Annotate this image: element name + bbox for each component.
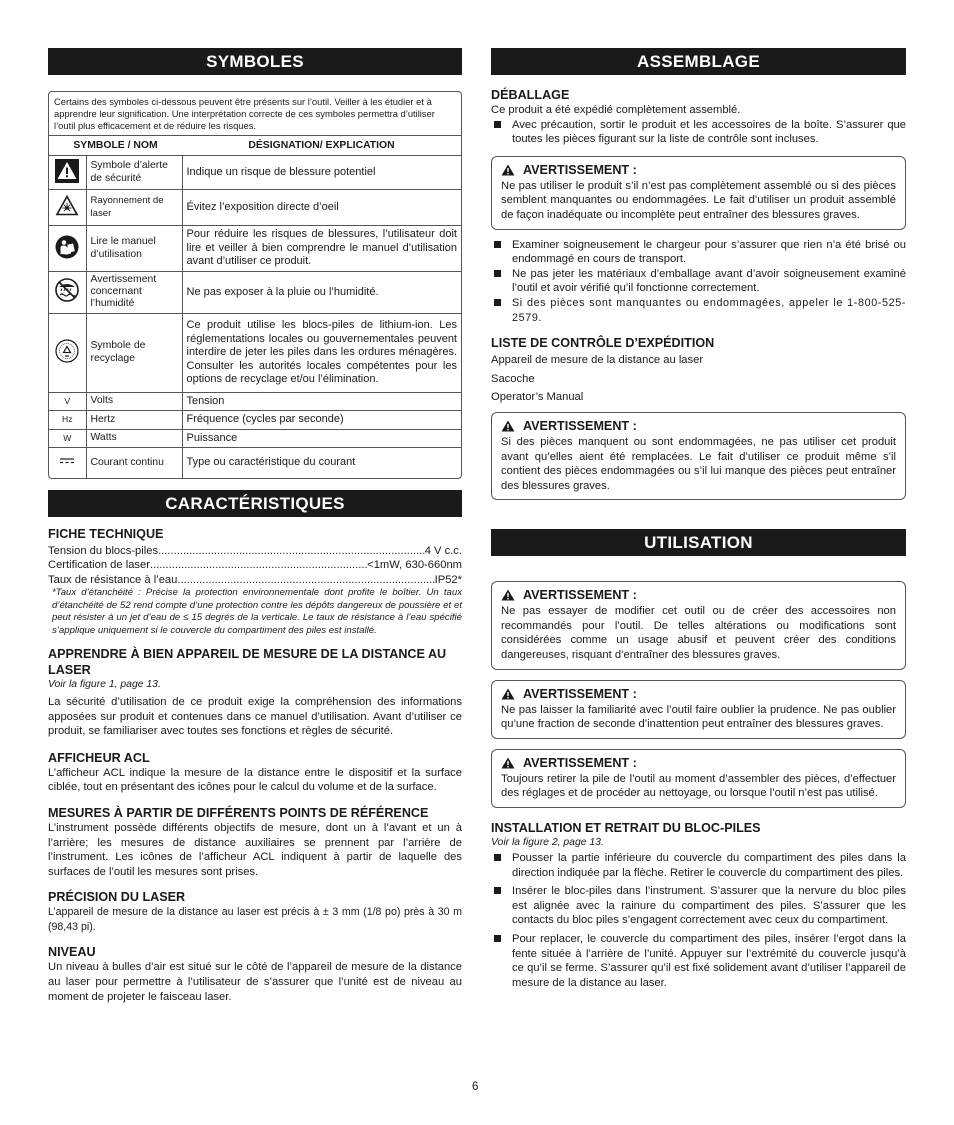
apprendre-heading: APPRENDRE À BIEN APPAREIL DE MESURE DE LA DISTANCE AU LASER xyxy=(48,646,447,677)
symbol-name: Hertz xyxy=(86,411,182,429)
list-item: Ne pas jeter les matériaux d’emballage avant d’avoir soigneusement examiné l’outil et avoir vérifié qu’il fonctionne correctement. xyxy=(491,267,906,296)
liste-heading: LISTE DE CONTRÔLE D’EXPÉDITION xyxy=(491,336,715,351)
symbol-name: Watts xyxy=(86,429,182,447)
warning-triangle-icon xyxy=(501,757,515,769)
apprendre-text: La sécurité d’utilisation de ce produit exige la compréhension des informations apposées sur produit et contenues dans ce manuel d’utilisation. Avant d’utiliser ce produit, se familiariser avec toutes ses fonctions et règles de sécurité. xyxy=(48,695,462,738)
check-bullets xyxy=(491,238,906,326)
watts-abbr: W xyxy=(49,429,86,447)
table-row xyxy=(49,448,461,478)
right-column xyxy=(491,48,906,990)
symbol-desc: Puissance xyxy=(182,429,461,447)
symbol-name: Rayonnement de laser xyxy=(86,190,182,226)
mesures-heading: MESURES À PARTIR DE DIFFÉRENTS POINTS DE RÉFÉRENCE xyxy=(48,805,429,820)
installation-bullets xyxy=(491,851,906,990)
deballage-text: Ce produit a été expédié complètement assemblé. xyxy=(491,104,741,116)
symbol-desc: Évitez l’exposition directe d’oeil xyxy=(182,190,461,226)
deballage-heading: DÉBALLAGE xyxy=(491,88,570,102)
symbol-desc: Ne pas exposer à la pluie ou l’humidité. xyxy=(182,271,461,313)
afficheur-heading: AFFICHEUR ACL xyxy=(48,750,150,765)
direct-current-icon xyxy=(49,448,86,478)
symbols-table xyxy=(49,135,461,477)
assemblage-banner: ASSEMBLAGE xyxy=(491,48,906,75)
spec-line: Tension du blocs-piles ..... 4 V c.c. xyxy=(48,544,462,559)
symbol-name: Symbole de recyclage xyxy=(86,313,182,392)
fiche-technique-heading: FICHE TECHNIQUE xyxy=(48,526,164,541)
liste-item: Operator’s Manual xyxy=(491,391,584,404)
warning-label: AVERTISSEMENT : xyxy=(523,686,637,701)
warning-label: AVERTISSEMENT : xyxy=(523,755,637,770)
spec-line: Certification de laser ..... <1mW, 630-660nm xyxy=(48,558,462,573)
bullet-square xyxy=(494,121,501,128)
list-item: Avec précaution, sortir le produit et les accessoires de la boîte. S’assurer que toutes les pièces figurant sur la liste de contrôle sont incluses. xyxy=(491,118,906,147)
liste-item: Appareil de mesure de la distance au laser xyxy=(491,354,704,367)
symbol-desc: Tension xyxy=(182,392,461,410)
read-manual-icon xyxy=(49,226,86,271)
afficheur-text: L’afficheur ACL indique la mesure de la distance entre le dispositif et la surface ciblée, tout en présentant des icônes pour le calcul du volume et de la surface. xyxy=(48,766,462,794)
symbol-desc: Ce produit utilise les blocs-piles de lithium-ion. Les réglementations locales ou gouvernementales peuvent interdire de jeter les piles dans les ordures ménagères. Consulter les autorités locales compétentes pour les options de recyclage et/ou l’élimination. xyxy=(182,313,461,392)
warning-triangle-icon xyxy=(501,420,515,432)
niveau-heading: NIVEAU xyxy=(48,945,96,960)
recycle-seal-icon xyxy=(49,313,86,392)
header-designation: DÉSIGNATION/ EXPLICATION xyxy=(182,136,461,156)
table-row xyxy=(49,411,461,429)
symbol-name: Avertissement concernant l’humidité xyxy=(86,271,182,313)
symbol-desc: Fréquence (cycles par seconde) xyxy=(182,411,461,429)
warning-text: Toujours retirer la pile de l’outil au moment d’assembler des pièces, d’effectuer des réglages et de procéder au nettoyage, ou lorsque l’outil n’est pas utilisé. xyxy=(501,772,896,800)
warning-box xyxy=(491,749,906,808)
symbol-desc: Type ou caractéristique du courant xyxy=(182,448,461,478)
installation-heading: INSTALLATION ET RETRAIT DU BLOC-PILES xyxy=(491,821,761,836)
page-number: 6 xyxy=(472,1081,479,1093)
wet-conditions-icon xyxy=(49,271,86,313)
warning-text: Ne pas essayer de modifier cet outil ou de créer des accessoires non recommandés pour l’outil. De telles altérations ou modifications sont considérées comme un usage abusif et peuvent créer des conditions dangereuses, risquant d’entraîner des blessures graves. xyxy=(501,605,896,662)
symbols-box xyxy=(48,91,462,479)
mesures-text: L’instrument possède différents objectifs de mesure, dont un à l’avant et un à l’arrière; les mesures de distance auxiliaires se prennent par l’arrière de l’instrument. Les icônes de l’afficheur ACL indiquent à partir de laquelle des surfaces de l’outil les mesures sont prises. xyxy=(48,821,462,878)
spec-footnote: *Taux d’étanchéité : Précise la protection environnementale dont profite le boîtier. Un taux d’étanchéité de 52 rend compte d’une protection contre les dépôts dangereux de poussière et et peut résister à un jet d’eau de ≤ 15 degrés de la verticale. Le taux de résistance à l’eau spécifié s’applique uniquement si le couvercle du compartiment des piles est installé. xyxy=(52,587,462,636)
left-column xyxy=(48,48,462,1004)
laser-radiation-icon xyxy=(49,190,86,226)
list-item: Insérer le bloc-piles dans l’instrument. S’assurer que la nervure du bloc piles est alignée avec la rainure du compartiment des piles. S’assurer que les contacts du bloc piles s’engagent correctement avec ceux du compartiment. xyxy=(491,884,906,928)
caracteristiques-banner: CARACTÉRISTIQUES xyxy=(48,490,462,517)
table-row xyxy=(49,226,461,271)
safety-alert-icon xyxy=(49,156,86,190)
warning-text: Ne pas utiliser le produit s’il n’est pas complètement assemblé ou si des pièces semblent manquantes ou endommagées. Le fait d’utiliser un produit assemblé de façon inadéquate ou incomplète peut entraîner des blessures graves. xyxy=(501,179,896,221)
liste-item: Sacoche xyxy=(491,372,535,385)
installation-figure-ref: Voir la figure 2, page 13. xyxy=(491,837,604,849)
spec-line: Taux de résistance à l’eau ..... IP52* xyxy=(48,573,462,588)
apprendre-figure-ref: Voir la figure 1, page 13. xyxy=(48,678,161,690)
table-row xyxy=(49,156,461,190)
warning-triangle-icon xyxy=(501,688,515,700)
niveau-text: Un niveau à bulles d’air est situé sur le côté de l’appareil de mesure de la distance au laser pour permettre à l’utilisateur de s’assurer que l’unité est de niveau au moment de projeter le faisceau laser. xyxy=(48,961,462,1003)
list-item: Pousser la partie inférieure du couvercle du compartiment des piles dans la direction indiquée par la flèche. Retirer le couvercle du compartiment des piles. xyxy=(491,851,906,880)
symbol-desc: Pour réduire les risques de blessures, l’utilisateur doit lire et veiller à bien comprendre le manuel d’utilisation avant d’utiliser ce produit. xyxy=(182,226,461,271)
warning-label: AVERTISSEMENT : xyxy=(523,418,637,433)
table-row xyxy=(49,271,461,313)
symbol-name: Courant continu xyxy=(86,448,182,478)
table-row xyxy=(49,392,461,410)
symbols-intro: Certains des symboles ci-dessous peuvent être présents sur l’outil. Veiller à les étudier et à apprendre leur signification. Une interprétation correcte de ces symboles permettra d’utiliser l’outil plus efficacement et de réduire les risques. xyxy=(54,96,435,131)
list-item: Si des pièces sont manquantes ou endommagées, appeler le 1-800-525-2579. xyxy=(491,296,906,325)
symbol-name: Symbole d’alerte de sécurité xyxy=(86,156,182,190)
precision-text: L’appareil de mesure de la distance au laser est précis à ± 3 mm (1/8 po) près à 30 m (98,43 pi). xyxy=(48,906,462,933)
warning-label: AVERTISSEMENT : xyxy=(523,588,637,603)
table-row xyxy=(49,429,461,447)
warning-triangle-icon xyxy=(501,589,515,601)
warning-box xyxy=(491,581,906,669)
table-row xyxy=(49,313,461,392)
symbol-desc: Indique un risque de blessure potentiel xyxy=(182,156,461,190)
symbol-name: Volts xyxy=(86,392,182,410)
header-symbole-nom: SYMBOLE / NOM xyxy=(49,136,182,156)
volts-abbr: V xyxy=(49,392,86,410)
warning-box xyxy=(491,680,906,739)
list-item: Examiner soigneusement le chargeur pour s’assurer que rien n’a été brisé ou endommagé en cours de transport. xyxy=(491,238,906,267)
table-row xyxy=(49,190,461,226)
warning-box xyxy=(491,156,906,230)
symbol-name: Lire le manuel d’utilisation xyxy=(86,226,182,271)
spec-list xyxy=(48,544,462,588)
list-item: Pour replacer, le couvercle du compartiment des piles, insérer l’ergot dans la fente située à l’arrière de l’unité. Appuyer sur l’extrémité du couvercle jusqu’à ce qu’il se ferme. S’assurer qu’il est fixé solidement avant d’utiliser l’appareil de mesure de la distance au laser. xyxy=(491,932,906,990)
precision-heading: PRÉCISION DU LASER xyxy=(48,890,186,905)
warning-box xyxy=(491,412,906,500)
warning-label: AVERTISSEMENT : xyxy=(523,162,637,177)
warning-triangle-icon xyxy=(501,164,515,176)
hertz-abbr: Hz xyxy=(49,411,86,429)
warning-text: Ne pas laisser la familiarité avec l’outil faire oublier la prudence. Ne pas oublier qu’une fraction de seconde d’inattention peut entraîner des blessures graves. xyxy=(501,703,896,731)
warning-text: Si des pièces manquent ou sont endommagées, ne pas utiliser cet produit avant qu’elles aient été remplacées. Le fait d’utiliser ce produit même s’il contient des pièces endommagées ou s’il lui manque des pièces peut entraîner des blessures graves. xyxy=(501,435,896,492)
utilisation-banner: UTILISATION xyxy=(491,529,906,556)
symboles-banner: SYMBOLES xyxy=(48,48,462,75)
